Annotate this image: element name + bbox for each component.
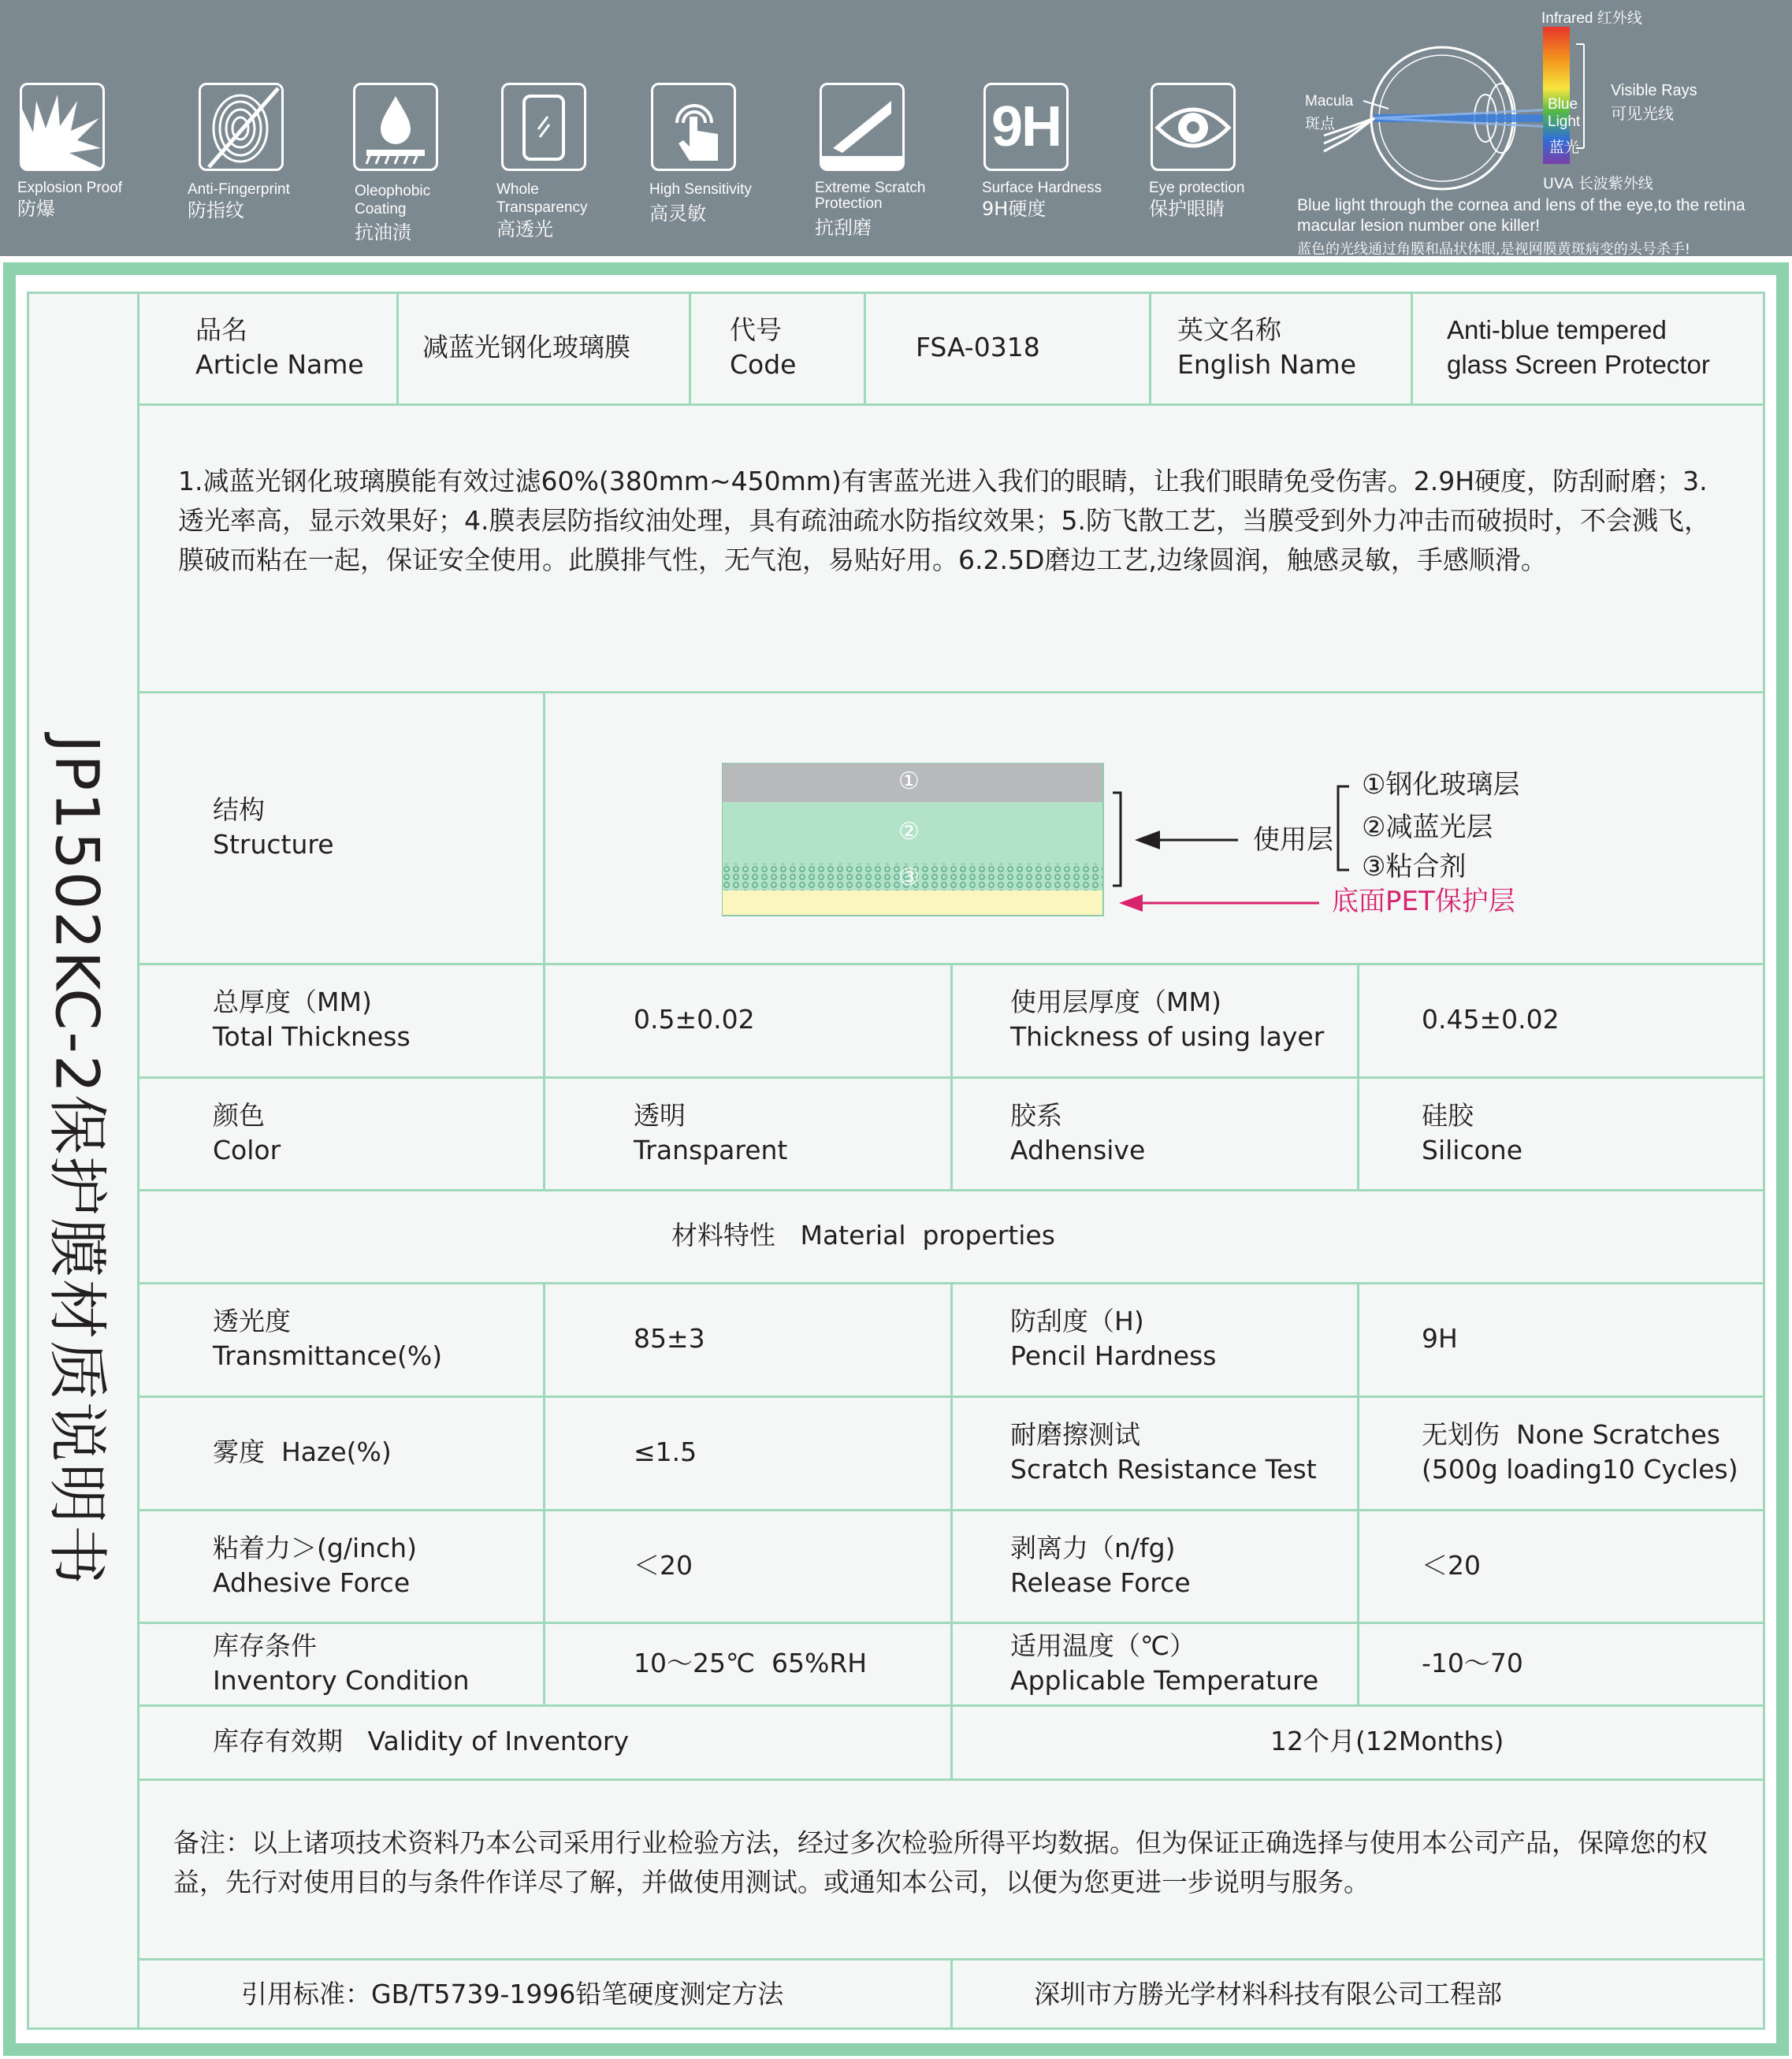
transmittance-label [213, 1282, 442, 1396]
validity-value: 12个月(12Months) [1270, 1726, 1504, 1756]
divider [137, 292, 139, 2030]
layer-mark-1: ① [898, 767, 920, 795]
divider [137, 403, 1765, 406]
eye-caption-en [1297, 195, 1789, 236]
adhesive-force-cell [634, 1509, 693, 1622]
transmittance-value: 85±3 [634, 1323, 705, 1354]
feature-en [355, 182, 473, 218]
structure-label [213, 691, 334, 963]
divider [950, 1958, 953, 2030]
color-en: Color [213, 1134, 281, 1165]
oil-drop-icon [353, 83, 438, 171]
feature-en: High Sensitivity [649, 181, 752, 198]
feature-en: Surface Hardness [982, 180, 1102, 196]
using-thickness-en: Thickness of using layer [1010, 1021, 1325, 1052]
divider [1149, 292, 1151, 403]
base-layer-label: 底面PET保护层 [1332, 886, 1515, 917]
scratch-test-value-1: 无划伤 None Scratches [1422, 1419, 1720, 1450]
pencil-hardness-value: 9H [1422, 1323, 1458, 1354]
visible-rays-label: Visible Rays [1611, 82, 1697, 99]
pencil-hardness-zh: 防刮度（H) [1010, 1306, 1144, 1336]
adhesive-force-label [213, 1509, 417, 1622]
feature-zh: 9H硬度 [982, 198, 1047, 220]
english-name-label [1177, 292, 1356, 403]
feature-banner [0, 0, 1792, 256]
infrared-label: Infrared 红外线 [1541, 10, 1642, 27]
article-name-label [195, 292, 364, 403]
layer-2-label: ②减蓝光层 [1362, 812, 1493, 843]
standard-reference [241, 1958, 783, 2030]
english-name-label-en: English Name [1177, 349, 1357, 380]
divider [950, 963, 953, 1189]
divider [396, 292, 399, 403]
company-department [1034, 1958, 1502, 2030]
adhesive-label [1010, 1076, 1145, 1189]
layer-3-label: ③粘合剂 [1362, 851, 1467, 883]
article-name-label-en: Article Name [195, 349, 364, 380]
transmittance-en: Transmittance(%) [213, 1340, 443, 1371]
eye-caption-zh: 蓝色的光线通过角膜和晶状体眼,是视网膜黄斑病变的头号杀手! [1297, 241, 1690, 258]
scratch-test-zh: 耐磨擦测试 [1010, 1419, 1140, 1450]
color-label [213, 1076, 281, 1189]
feature-zh: 抗刮磨 [815, 217, 872, 239]
feature-en: Eye protection [1149, 180, 1245, 196]
explosion-icon [20, 83, 105, 171]
english-name-label-zh: 英文名称 [1177, 314, 1281, 345]
pencil-hardness-en: Pencil Hardness [1010, 1340, 1217, 1371]
inventory-condition-cell [634, 1622, 867, 1704]
feature-zh: 保护眼睛 [1149, 198, 1225, 220]
divider [137, 691, 1765, 693]
layer-mark-2: ② [898, 818, 920, 846]
using-thickness-zh: 使用层厚度（MM) [1010, 987, 1221, 1017]
uva-label: UVA 长波紫外线 [1543, 175, 1653, 192]
temperature-zh: 适用温度（℃） [1010, 1630, 1196, 1661]
total-thickness-zh: 总厚度（MM) [213, 987, 372, 1017]
code-value [916, 292, 1040, 403]
scratch-test-en: Scratch Resistance Test [1010, 1454, 1317, 1485]
material-properties-title: 材料特性 Material properties [671, 1220, 1055, 1251]
pencil-hardness-cell [1422, 1282, 1458, 1396]
divider [543, 963, 545, 1189]
eye-caption-en-text: Blue light through the cornea and lens of the eye,to the retina macular lesion number one killer! [1297, 196, 1746, 235]
color-cell [634, 1076, 787, 1189]
release-force-en: Release Force [1010, 1567, 1191, 1598]
blue-light-label [1548, 96, 1586, 131]
side-title [27, 292, 137, 2030]
color-zh: 颜色 [213, 1099, 265, 1131]
temperature-label [1010, 1622, 1318, 1704]
scratch-test-cell [1422, 1396, 1738, 1509]
divider [137, 1778, 1765, 1781]
adhesive-force-zh: 粘着力＞(g/inch) [213, 1532, 417, 1563]
article-name-label-zh: 品名 [195, 314, 247, 345]
haze-value: ≤1.5 [634, 1436, 697, 1467]
validity-label [213, 1704, 629, 1778]
scratch-test-value-2: (500g loading10 Cycles) [1422, 1454, 1738, 1485]
blue-light-zh: 蓝光 [1549, 139, 1580, 156]
feature-en-text: Whole Transparency [496, 181, 588, 216]
adhesive-value-zh: 硅胶 [1422, 1099, 1474, 1131]
release-force-value: ＜20 [1422, 1549, 1481, 1581]
document-title: JP1502KC-2保护膜材质说明书 [42, 734, 113, 1587]
remarks-note: 备注：以上诸项技术资料乃本公司采用行业检验方法，经过多次检验所得平均数据。但为保证正确选择与使用本公司产品，保障您的权益，先行对使用目的与条件作详尽了解，并做使用测试。或通知本公司，以便为您更进一步说明与服务。 [173, 1827, 1708, 1897]
touch-hand-icon [651, 83, 736, 171]
inventory-condition-zh: 库存条件 [213, 1630, 317, 1661]
total-thickness-value: 0.5±0.02 [634, 1004, 755, 1035]
adhesive-force-en: Adhesive Force [213, 1567, 411, 1598]
divider [950, 1704, 953, 1778]
structure-label-zh: 结构 [213, 793, 265, 825]
release-force-zh: 剥离力（n/fg) [1010, 1532, 1176, 1563]
feature-en-text: Oleophobic Coating [355, 183, 431, 217]
haze-label [213, 1396, 392, 1509]
use-layer-label: 使用层 [1253, 824, 1333, 856]
release-force-label [1010, 1509, 1191, 1622]
adhesive-en: Adhensive [1010, 1134, 1146, 1165]
code-label-zh: 代号 [730, 314, 782, 345]
eye-icon [1151, 83, 1236, 171]
divider [689, 292, 691, 403]
article-name-value [422, 292, 630, 403]
feature-en [815, 180, 941, 212]
feature-zh: 高灵敏 [649, 203, 706, 225]
material-properties-heading [671, 1189, 1055, 1282]
feature-en: Explosion Proof [17, 180, 123, 196]
release-force-cell [1422, 1509, 1481, 1622]
pencil-hardness-label [1010, 1282, 1217, 1396]
using-thickness-label [1010, 963, 1324, 1076]
scratch-test-label [1010, 1396, 1317, 1509]
total-thickness-cell [634, 963, 755, 1076]
article-name: 减蓝光钢化玻璃膜 [422, 332, 630, 362]
phone-icon [501, 83, 586, 171]
code-label-en: Code [730, 349, 797, 380]
adhesive-force-value: ＜20 [634, 1549, 693, 1581]
validity-cell [1270, 1704, 1504, 1778]
using-thickness-cell [1422, 963, 1560, 1076]
haze-cell [634, 1396, 697, 1509]
temperature-cell [1422, 1622, 1523, 1704]
9h-icon-text: 9H [991, 95, 1061, 158]
product-description: 1.减蓝光钢化玻璃膜能有效过滤60%(380mm~450mm)有害蓝光进入我们的眼睛，让我们眼睛免受伤害。2.9H硬度，防刮耐磨；3.透光率高，显示效果好；4.膜表层防指纹油处理，具有疏油疏水防指纹效果；5.防飞散工艺，当膜受到外力冲击而破损时，不会溅飞，膜破而粘在一起，保证安全使用。此膜排气性，无气泡，易贴好用。6.2.5D磨边工艺,边缘圆润，触感灵敏，手感顺滑。 [178, 466, 1710, 575]
feature-zh: 防爆 [17, 198, 55, 220]
total-thickness-label [213, 963, 411, 1076]
feature-zh: 抗油渍 [355, 221, 411, 243]
scratch-icon [820, 83, 905, 171]
product-code: FSA-0318 [916, 332, 1040, 362]
temperature-en: Applicable Temperature [1010, 1664, 1319, 1696]
standard-text: 引用标准：GB/T5739-1996铅笔硬度测定方法 [241, 1978, 784, 2009]
adhesive-value-en: Silicone [1422, 1134, 1523, 1165]
inventory-condition-en: Inventory Condition [213, 1664, 470, 1696]
validity-text: 库存有效期 Validity of Inventory [213, 1726, 630, 1756]
layer-mark-3: ③ [898, 864, 920, 891]
inventory-condition-label [213, 1622, 470, 1704]
divider [1411, 292, 1413, 403]
adhesive-zh: 胶系 [1010, 1099, 1062, 1131]
feature-en: Anti-Fingerprint [188, 181, 290, 198]
structure-diagram [722, 763, 1526, 928]
blue-light-text: Blue Light [1548, 96, 1581, 130]
color-value-en: Transparent [634, 1134, 788, 1165]
feature-zh: 高透光 [496, 218, 553, 240]
macula-label: Macula [1305, 93, 1354, 110]
fingerprint-icon [199, 83, 284, 171]
layer-1-label: ①钢化玻璃层 [1362, 769, 1520, 801]
feature-zh: 防指纹 [188, 199, 244, 221]
company-text: 深圳市方勝光学材料科技有限公司工程部 [1034, 1978, 1502, 2009]
temperature-value: -10～70 [1422, 1647, 1523, 1678]
visible-rays-zh: 可见光线 [1611, 104, 1674, 123]
eye-diagram [1292, 0, 1792, 256]
transmittance-zh: 透光度 [213, 1306, 291, 1336]
divider [543, 691, 545, 963]
transmittance-cell [634, 1282, 705, 1396]
divider [1357, 1282, 1359, 1704]
total-thickness-en: Total Thickness [213, 1021, 411, 1052]
using-thickness-value: 0.45±0.02 [1422, 1004, 1560, 1035]
english-name-line1: Anti-blue tempered [1447, 315, 1667, 344]
haze-text: 雾度 Haze(%) [213, 1436, 392, 1467]
divider [864, 292, 866, 403]
color-value-zh: 透明 [634, 1099, 686, 1131]
9h-icon [983, 83, 1069, 171]
feature-en [496, 180, 599, 217]
feature-en-text: Extreme Scratch Protection [815, 180, 926, 212]
divider [1357, 963, 1359, 1189]
inventory-condition-value: 10～25℃ 65%RH [634, 1647, 868, 1678]
code-label [730, 292, 796, 403]
divider [950, 1282, 953, 1704]
divider [543, 1282, 545, 1704]
structure-label-en: Structure [213, 828, 334, 860]
macula-zh: 斑点 [1305, 115, 1336, 132]
english-name-line2: glass Screen Protector [1447, 350, 1710, 379]
adhesive-cell [1422, 1076, 1522, 1189]
english-name-value [1447, 292, 1710, 403]
